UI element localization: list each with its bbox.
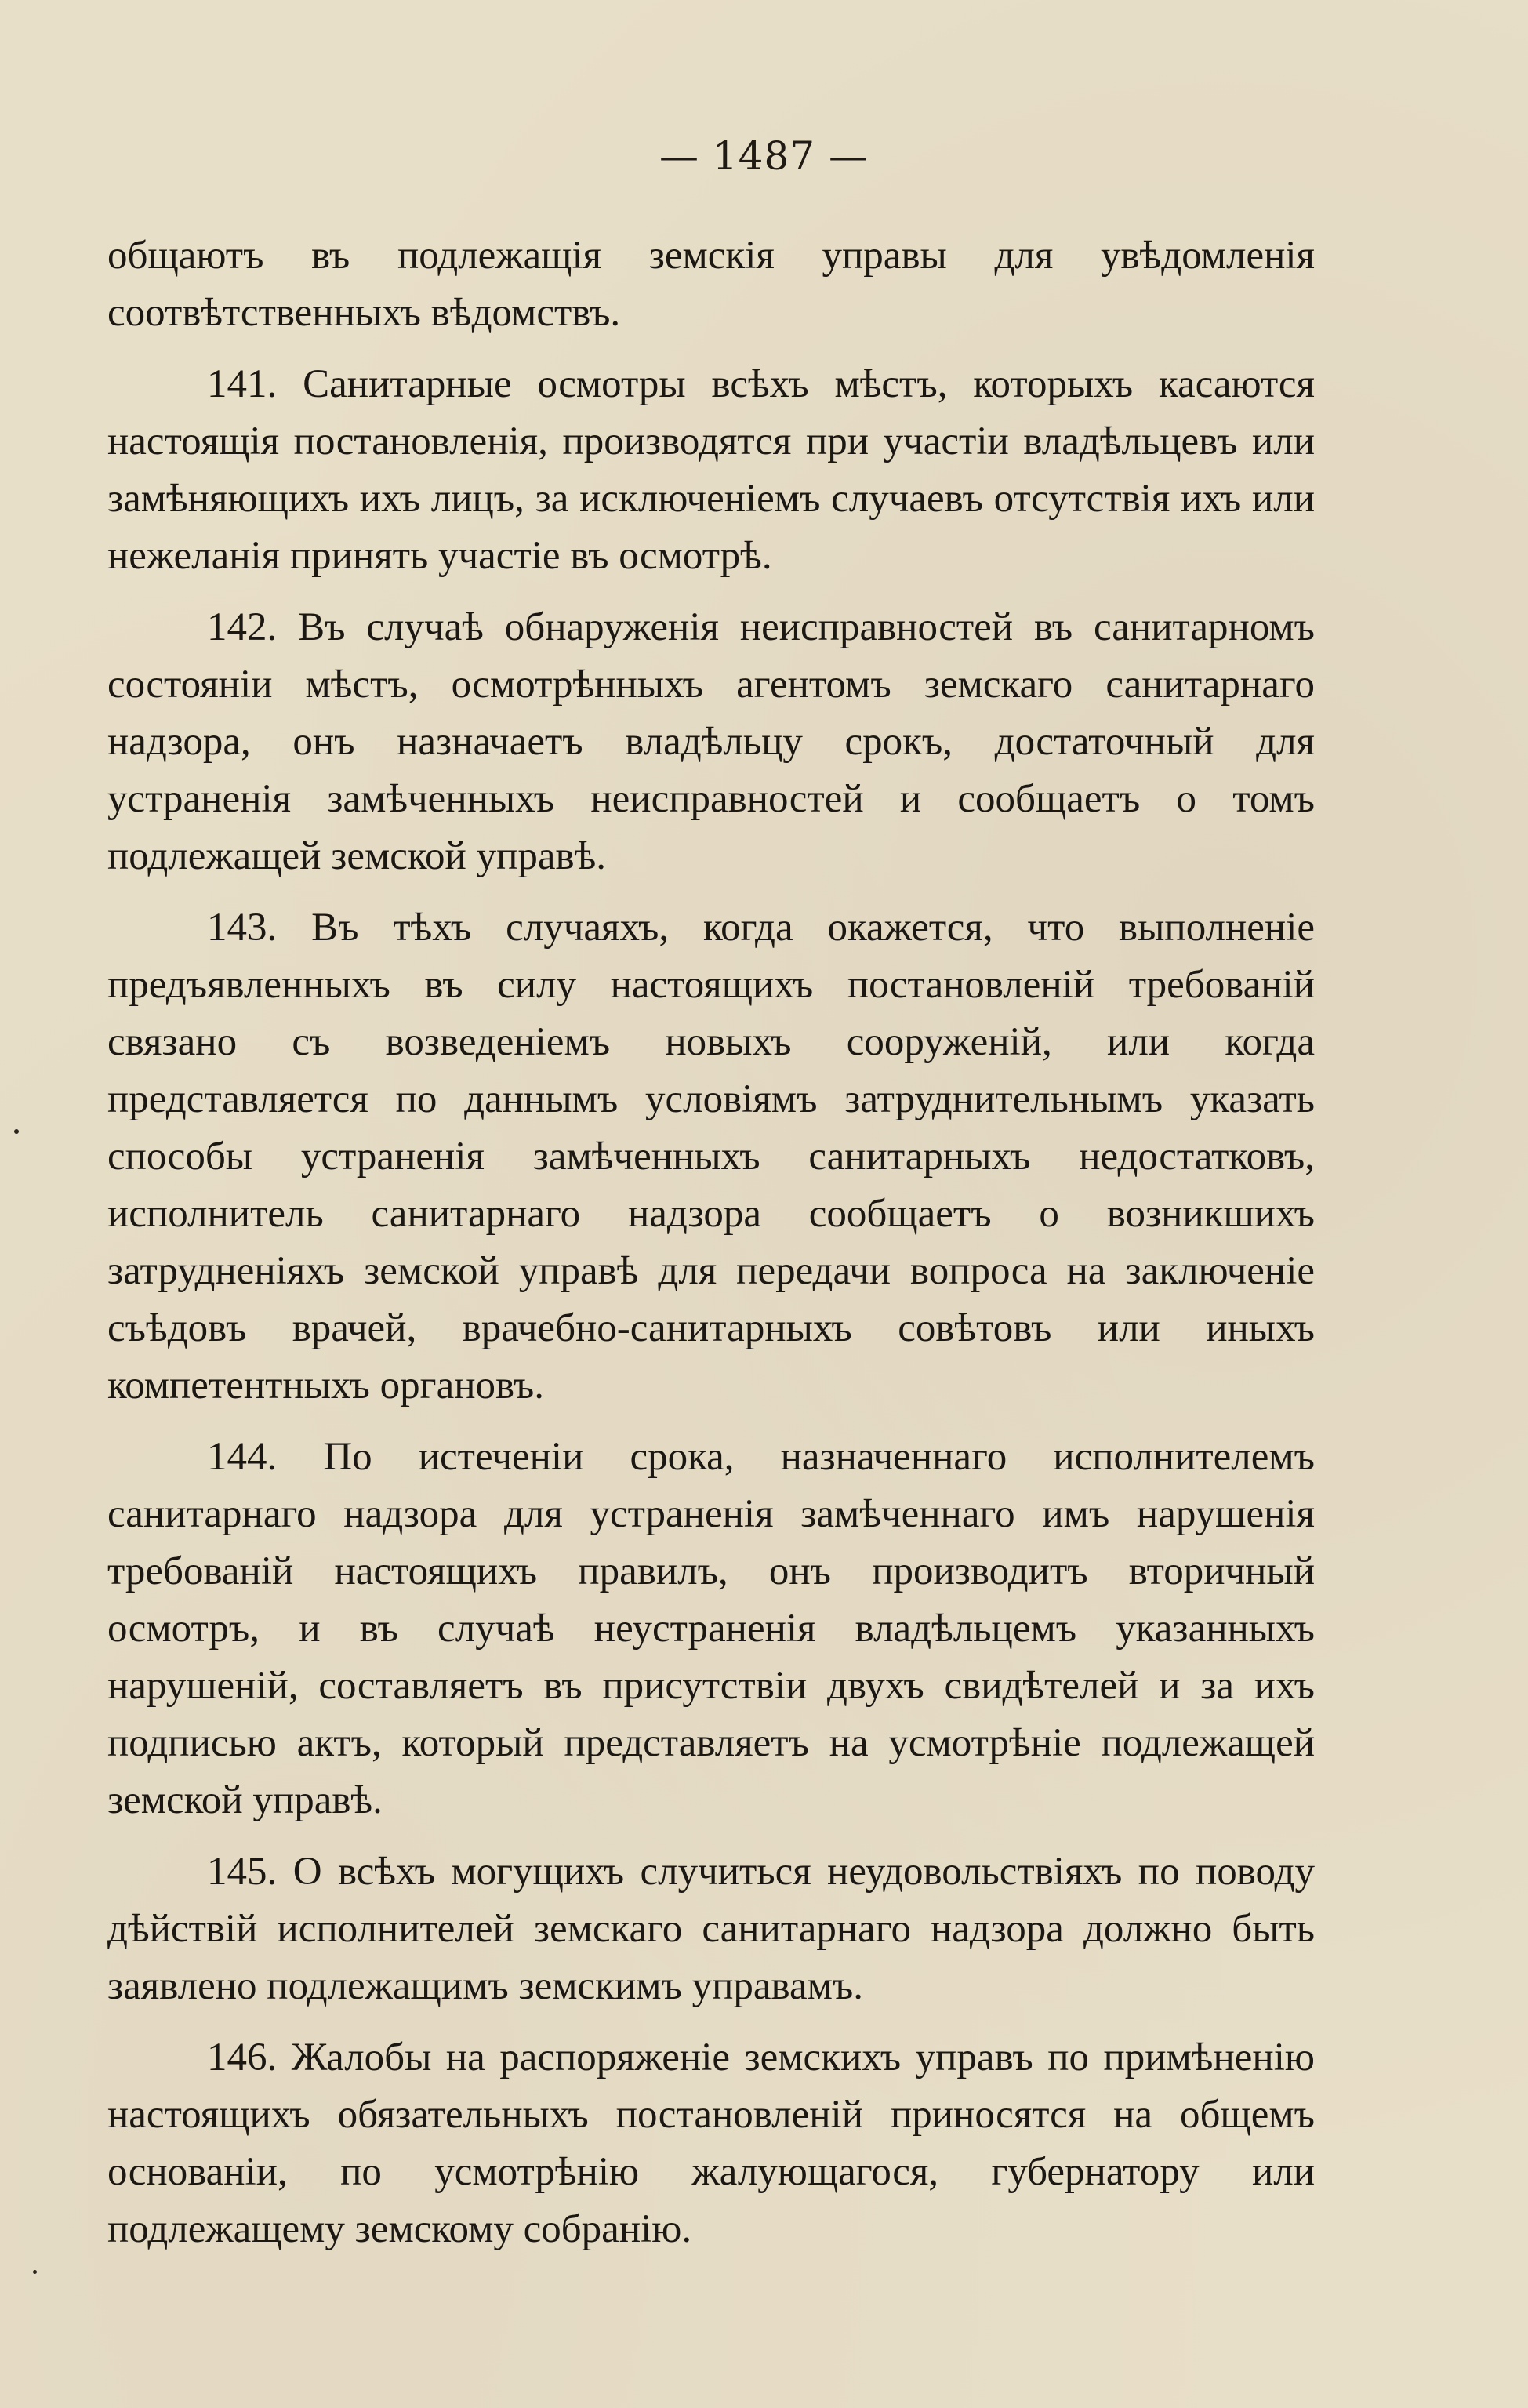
paragraph-number: 143. [207, 906, 278, 950]
paragraph-number: 146. [207, 2036, 278, 2079]
paragraph-146 [107, 2029, 1315, 2258]
paragraph-142 [107, 599, 1315, 885]
page-number: — 1487 — [659, 133, 869, 179]
body-text [107, 227, 1315, 2272]
paragraph-number: 145. [207, 1850, 278, 1894]
paragraph-number: 142. [207, 605, 278, 649]
paragraph-number: 141. [207, 362, 278, 406]
paragraph-text: Жалобы на распоряженіе земскихъ управъ по примѣненію настоящихъ обязательныхъ постановленій приносятся на общемъ основаніи, по усмотрѣнію жалующагося, губернатору или подлежащему земскому собранію. [107, 2036, 1315, 2251]
paragraph-145 [107, 1843, 1315, 2015]
paragraph-text: По истеченіи срока, назначеннаго исполнителемъ санитарнаго надзора для устраненія замѣченнаго имъ нарушенія требованій настоящихъ правилъ, онъ производитъ вторичный осмотръ, и въ случаѣ неустраненія владѣльцемъ указанныхъ нарушеній, составляетъ въ присутствіи двухъ свидѣтелей и за ихъ подписью актъ, который представляетъ на усмотрѣніе подлежащей земской управѣ. [107, 1435, 1316, 1822]
paragraph-141 [107, 356, 1315, 585]
paragraph-text: Санитарные осмотры всѣхъ мѣстъ, которыхъ касаются настоящія постановленія, производятся при участіи владѣльцевъ или замѣняющихъ ихъ лицъ, за исключеніемъ случаевъ отсутствія ихъ или нежеланія принять участіе въ осмотрѣ. [107, 362, 1315, 578]
paragraph-number: 144. [207, 1435, 278, 1479]
ink-speck [14, 1129, 19, 1134]
paragraph-text: Въ случаѣ обнаруженія неисправностей въ санитарномъ состояніи мѣстъ, осмотрѣнныхъ агентомъ земскаго санитарнаго надзора, онъ назначаетъ владѣльцу срокъ, достаточный для устраненія замѣченныхъ неисправностей и сообщаетъ о томъ подлежащей земской управѣ. [107, 605, 1316, 878]
paragraph-text: общаютъ въ подлежащія земскія управы для увѣдомленія соотвѣтственныхъ вѣдомствъ. [107, 234, 1315, 335]
ink-speck [33, 2270, 37, 2274]
paragraph-text: Въ тѣхъ случаяхъ, когда окажется, что выполненіе предъявленныхъ въ силу настоящихъ постановленій требованій связано съ возведеніемъ новыхъ сооруженій, или когда представляется по даннымъ условіямъ затруднительнымъ указать способы устраненія замѣченныхъ санитарныхъ недостатковъ, исполнитель санитарнаго надзора сообщаетъ о возникшихъ затрудненіяхъ земской управѣ для передачи вопроса на заключеніе съѣдовъ врачей, врачебно-санитарныхъ совѣтовъ или иныхъ компетентныхъ органовъ. [107, 906, 1316, 1407]
paragraph-text: О всѣхъ могущихъ случиться неудовольствіяхъ по поводу дѣйствій исполнителей земскаго санитарнаго надзора должно быть заявлено подлежащимъ земскимъ управамъ. [107, 1850, 1316, 2008]
paragraph-144 [107, 1429, 1315, 1829]
paragraph-143 [107, 899, 1315, 1415]
paragraph-continuation [107, 227, 1315, 342]
